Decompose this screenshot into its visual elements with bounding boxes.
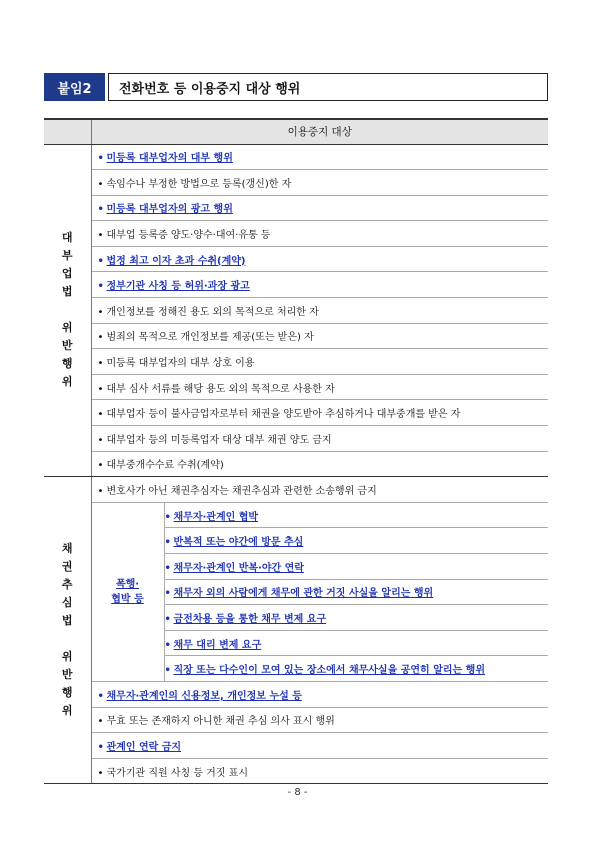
category-char: 채 — [61, 542, 73, 556]
bullet-icon: • — [164, 588, 171, 600]
suspension-table — [44, 118, 548, 784]
subgroup-cell — [91, 502, 548, 681]
table-row — [44, 323, 548, 349]
item-cell — [91, 195, 548, 221]
category-char: 대 — [61, 231, 73, 245]
item-cell — [91, 323, 548, 349]
table-row — [44, 707, 548, 733]
subgroup-item-text: 채무 대리 변제 요구 — [173, 639, 262, 651]
bullet-icon: • — [97, 230, 104, 242]
item-text: 대부중개수수료 수취(계약) — [106, 460, 224, 472]
bullet-icon: • — [97, 178, 104, 190]
table-row — [44, 195, 548, 221]
subgroup-label-line2: 협박 등 — [111, 593, 144, 605]
table-row — [44, 298, 548, 324]
table-row — [44, 758, 548, 784]
table-row — [44, 733, 548, 759]
item-text: 변호사가 아닌 채권추심자는 채권추심과 관련한 소송행위 금지 — [106, 486, 377, 498]
table-row — [44, 681, 548, 707]
category-char: 위 — [61, 375, 73, 389]
category-char: 권 — [61, 560, 73, 574]
item-text: 관계인 연락 금지 — [106, 741, 182, 753]
table-row — [44, 374, 548, 400]
category-char: 위 — [61, 321, 73, 335]
table-row — [44, 144, 548, 170]
table-header: 이용중지 대상 — [91, 119, 548, 144]
category-char: 업 — [61, 267, 73, 281]
subgroup-item — [164, 630, 548, 656]
subgroup-item-text: 직장 또는 다수인이 모여 있는 장소에서 채무사실을 공연히 알리는 행위 — [173, 665, 485, 677]
category-char: 위 — [61, 650, 73, 664]
subgroup-item-row — [92, 503, 549, 528]
item-text: 범죄의 목적으로 개인정보를 제공(또는 받은) 자 — [106, 332, 314, 344]
category-loan-business-act — [44, 144, 91, 477]
subgroup-item — [164, 554, 548, 580]
bullet-icon: • — [97, 204, 104, 216]
item-cell — [91, 707, 548, 733]
bullet-icon: • — [97, 460, 104, 472]
subgroup-item — [164, 605, 548, 631]
category-char — [44, 630, 91, 648]
page-number: - 8 - — [287, 787, 308, 798]
bullet-icon: • — [164, 665, 171, 677]
bullet-icon: • — [97, 383, 104, 395]
bullet-icon: • — [97, 409, 104, 421]
table-row — [44, 400, 548, 426]
subgroup-label-line1: 폭행· — [115, 578, 140, 590]
table-row — [44, 221, 548, 247]
subgroup-table — [92, 503, 549, 681]
category-char: 추 — [61, 578, 73, 592]
bullet-icon: • — [97, 306, 104, 318]
item-cell — [91, 246, 548, 272]
bullet-icon: • — [164, 639, 171, 651]
subgroup-label — [92, 503, 165, 681]
item-text: 법정 최고 이자 초과 수취(계약) — [106, 255, 246, 267]
item-text: 대부업자 등이 불사금업자로부터 채권을 양도받아 추심하거나 대부중개를 받은 자 — [106, 409, 461, 421]
category-char: 행 — [61, 357, 73, 371]
subgroup-row — [44, 502, 548, 681]
item-cell — [91, 170, 548, 196]
bullet-icon: • — [97, 767, 104, 779]
category-char: 위 — [61, 704, 73, 718]
table-row — [44, 451, 548, 477]
item-text: 개인정보를 정해진 용도 외의 목적으로 처리한 자 — [106, 306, 319, 318]
category-char: 심 — [61, 596, 73, 610]
bullet-icon: • — [164, 562, 171, 574]
table-row — [44, 272, 548, 298]
subgroup-item — [164, 503, 548, 528]
page-title-bar — [44, 73, 548, 101]
item-text: 대부업 등록증 양도·양수·대여·유통 등 — [106, 230, 271, 242]
item-cell — [91, 349, 548, 375]
bullet-icon: • — [164, 537, 171, 549]
table-row — [44, 426, 548, 452]
item-text: 정부기관 사칭 등 허위·과장 광고 — [106, 281, 250, 293]
bullet-icon: • — [97, 332, 104, 344]
bullet-icon: • — [164, 511, 171, 523]
item-cell — [91, 681, 548, 707]
header-blank-cell — [44, 119, 91, 144]
bullet-icon: • — [97, 434, 104, 446]
bullet-icon: • — [97, 281, 104, 293]
item-cell — [91, 451, 548, 477]
category-char — [44, 301, 91, 319]
category-char: 반 — [61, 339, 73, 353]
subgroup-item-text: 채무자·관계인 반복·야간 연락 — [173, 562, 304, 574]
subgroup-item-text: 금전차용 등을 통한 채무 변제 요구 — [173, 613, 327, 625]
subgroup-item — [164, 579, 548, 605]
item-text: 대부업자 등의 미등록업자 대상 대부 채권 양도 금지 — [106, 434, 332, 446]
item-cell — [91, 758, 548, 784]
item-text: 대부 심사 서류를 해당 용도 외의 목적으로 사용한 자 — [106, 383, 335, 395]
bullet-icon: • — [97, 358, 104, 370]
item-text: 미등록 대부업자의 대부 상호 이용 — [106, 358, 255, 370]
item-cell — [91, 733, 548, 759]
category-char: 부 — [61, 249, 73, 263]
item-cell — [91, 400, 548, 426]
table-row — [44, 477, 548, 503]
table-row — [44, 246, 548, 272]
bullet-icon: • — [97, 153, 104, 165]
item-cell — [91, 144, 548, 170]
category-debt-collection-act — [44, 477, 91, 784]
item-cell — [91, 221, 548, 247]
item-text: 국가기관 직원 사칭 등 거짓 표시 — [106, 767, 248, 779]
subgroup-item — [164, 528, 548, 554]
subgroup-item — [164, 656, 548, 681]
table-row — [44, 170, 548, 196]
category-char: 법 — [61, 614, 73, 628]
table-row — [44, 349, 548, 375]
item-text: 속임수나 부정한 방법으로 등록(갱신)한 자 — [106, 178, 292, 190]
subgroup-item-text: 반복적 또는 야간에 방문 추심 — [173, 537, 304, 549]
category-char: 반 — [61, 668, 73, 682]
item-cell — [91, 272, 548, 298]
subgroup-item-text: 채무자 외의 사람에게 채무에 관한 거짓 사실을 알리는 행위 — [173, 588, 434, 600]
bullet-icon: • — [97, 486, 104, 498]
item-cell — [91, 477, 548, 503]
category-char: 법 — [61, 285, 73, 299]
item-text: 무효 또는 존재하지 아니한 채권 추심 의사 표시 행위 — [106, 716, 335, 728]
page-title: 전화번호 등 이용중지 대상 행위 — [108, 73, 548, 101]
item-cell — [91, 426, 548, 452]
bullet-icon: • — [97, 255, 104, 267]
item-cell — [91, 374, 548, 400]
bullet-icon: • — [97, 690, 104, 702]
subgroup-item-text: 채무자·관계인 협박 — [173, 511, 259, 523]
category-char: 행 — [61, 686, 73, 700]
item-text: 미등록 대부업자의 광고 행위 — [106, 204, 233, 216]
bullet-icon: • — [97, 741, 104, 753]
bullet-icon: • — [164, 613, 171, 625]
attachment-badge: 붙임2 — [44, 73, 105, 101]
item-text: 미등록 대부업자의 대부 행위 — [106, 153, 233, 165]
bullet-icon: • — [97, 716, 104, 728]
item-cell — [91, 298, 548, 324]
item-text: 채무자·관계인의 신용정보, 개인정보 누설 등 — [106, 690, 302, 702]
